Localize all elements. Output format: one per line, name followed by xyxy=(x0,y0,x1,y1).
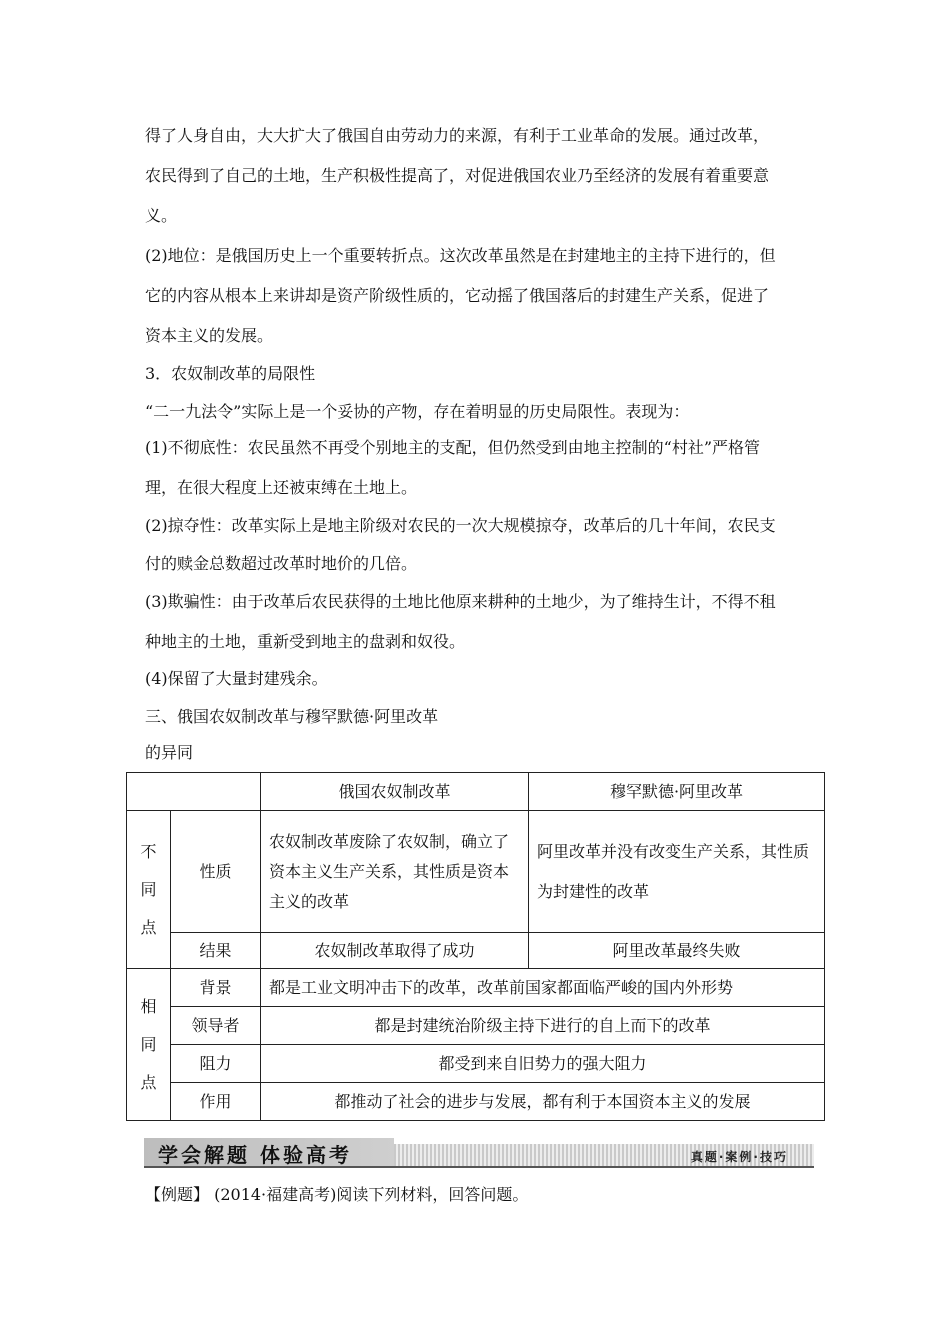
paragraph-line: 理，在很大程度上还被束缚在土地上。 xyxy=(145,478,418,497)
paragraph-line: 它的内容从根本上来讲却是资产阶级性质的，它动摇了俄国落后的封建生产关系，促进了 xyxy=(145,286,770,305)
paragraph-line: “二一九法令”实际上是一个妥协的产物，存在着明显的历史局限性。表现为： xyxy=(145,402,690,421)
column-header: 俄国农奴制改革 xyxy=(261,773,529,811)
table-corner-cell xyxy=(127,773,261,811)
paragraph-line: (4)保留了大量封建残余。 xyxy=(145,669,328,688)
group-label-same: 相 同 点 xyxy=(127,969,171,1121)
row-label: 性质 xyxy=(171,811,261,933)
banner-tags: 真题·案例·技巧 xyxy=(690,1150,788,1164)
paragraph-line: 农民得到了自己的土地，生产积极性提高了，对促进俄国农业乃至经济的发展有着重要意 xyxy=(145,166,770,185)
column-header: 穆罕默德·阿里改革 xyxy=(529,773,825,811)
row-label: 领导者 xyxy=(171,1007,261,1045)
row-label: 结果 xyxy=(171,933,261,969)
table-cell: 农奴制改革取得了成功 xyxy=(261,933,529,969)
paragraph-line: 得了人身自由，大大扩大了俄国自由劳动力的来源，有利于工业革命的发展。通过改革， xyxy=(145,126,770,145)
table-cell: 农奴制改革废除了农奴制，确立了资本主义生产关系，其性质是资本主义的改革 xyxy=(261,811,529,933)
table-cell: 都是工业文明冲击下的改革，改革前国家都面临严峻的国内外形势 xyxy=(261,969,825,1007)
section-heading: 三、俄国农奴制改革与穆罕默德·阿里改革 xyxy=(145,707,439,726)
paragraph-line: (2)地位：是俄国历史上一个重要转折点。这次改革虽然是在封建地主的主持下进行的，但 xyxy=(145,246,776,265)
table-cell: 阿里改革并没有改变生产关系，其性质为封建性的改革 xyxy=(529,811,825,933)
table-cell: 都推动了社会的进步与发展，都有利于本国资本主义的发展 xyxy=(261,1083,825,1121)
row-label: 阻力 xyxy=(171,1045,261,1083)
paragraph-line: 付的赎金总数超过改革时地价的几倍。 xyxy=(145,554,418,573)
section-heading: 3．农奴制改革的局限性 xyxy=(145,364,316,383)
table-cell: 阿里改革最终失败 xyxy=(529,933,825,969)
section-banner xyxy=(144,1138,814,1168)
paragraph-line: (1)不彻底性：农民虽然不再受个别地主的支配，但仍然受到由地主控制的“村社”严格管 xyxy=(145,438,761,457)
table-cell: 都是封建统治阶级主持下进行的自上而下的改革 xyxy=(261,1007,825,1045)
paragraph-line: (3)欺骗性：由于改革后农民获得的土地比他原来耕种的土地少，为了维持生计，不得不租 xyxy=(145,592,776,611)
example-line: 【例题】 (2014·福建高考)阅读下列材料，回答问题。 xyxy=(145,1185,529,1204)
paragraph-line: 义。 xyxy=(145,206,178,225)
section-heading: 的异同 xyxy=(145,743,194,762)
paragraph-line: 种地主的土地，重新受到地主的盘剥和奴役。 xyxy=(145,632,466,651)
paragraph-line: 资本主义的发展。 xyxy=(145,326,274,345)
table-cell: 都受到来自旧势力的强大阻力 xyxy=(261,1045,825,1083)
row-label: 作用 xyxy=(171,1083,261,1121)
paragraph-line: (2)掠夺性：改革实际上是地主阶级对农民的一次大规模掠夺，改革后的几十年间，农民支 xyxy=(145,516,776,535)
group-label-different: 不 同 点 xyxy=(127,811,171,969)
comparison-table xyxy=(126,772,825,1121)
banner-title: 学会解题 体验高考 xyxy=(158,1143,352,1167)
row-label: 背景 xyxy=(171,969,261,1007)
